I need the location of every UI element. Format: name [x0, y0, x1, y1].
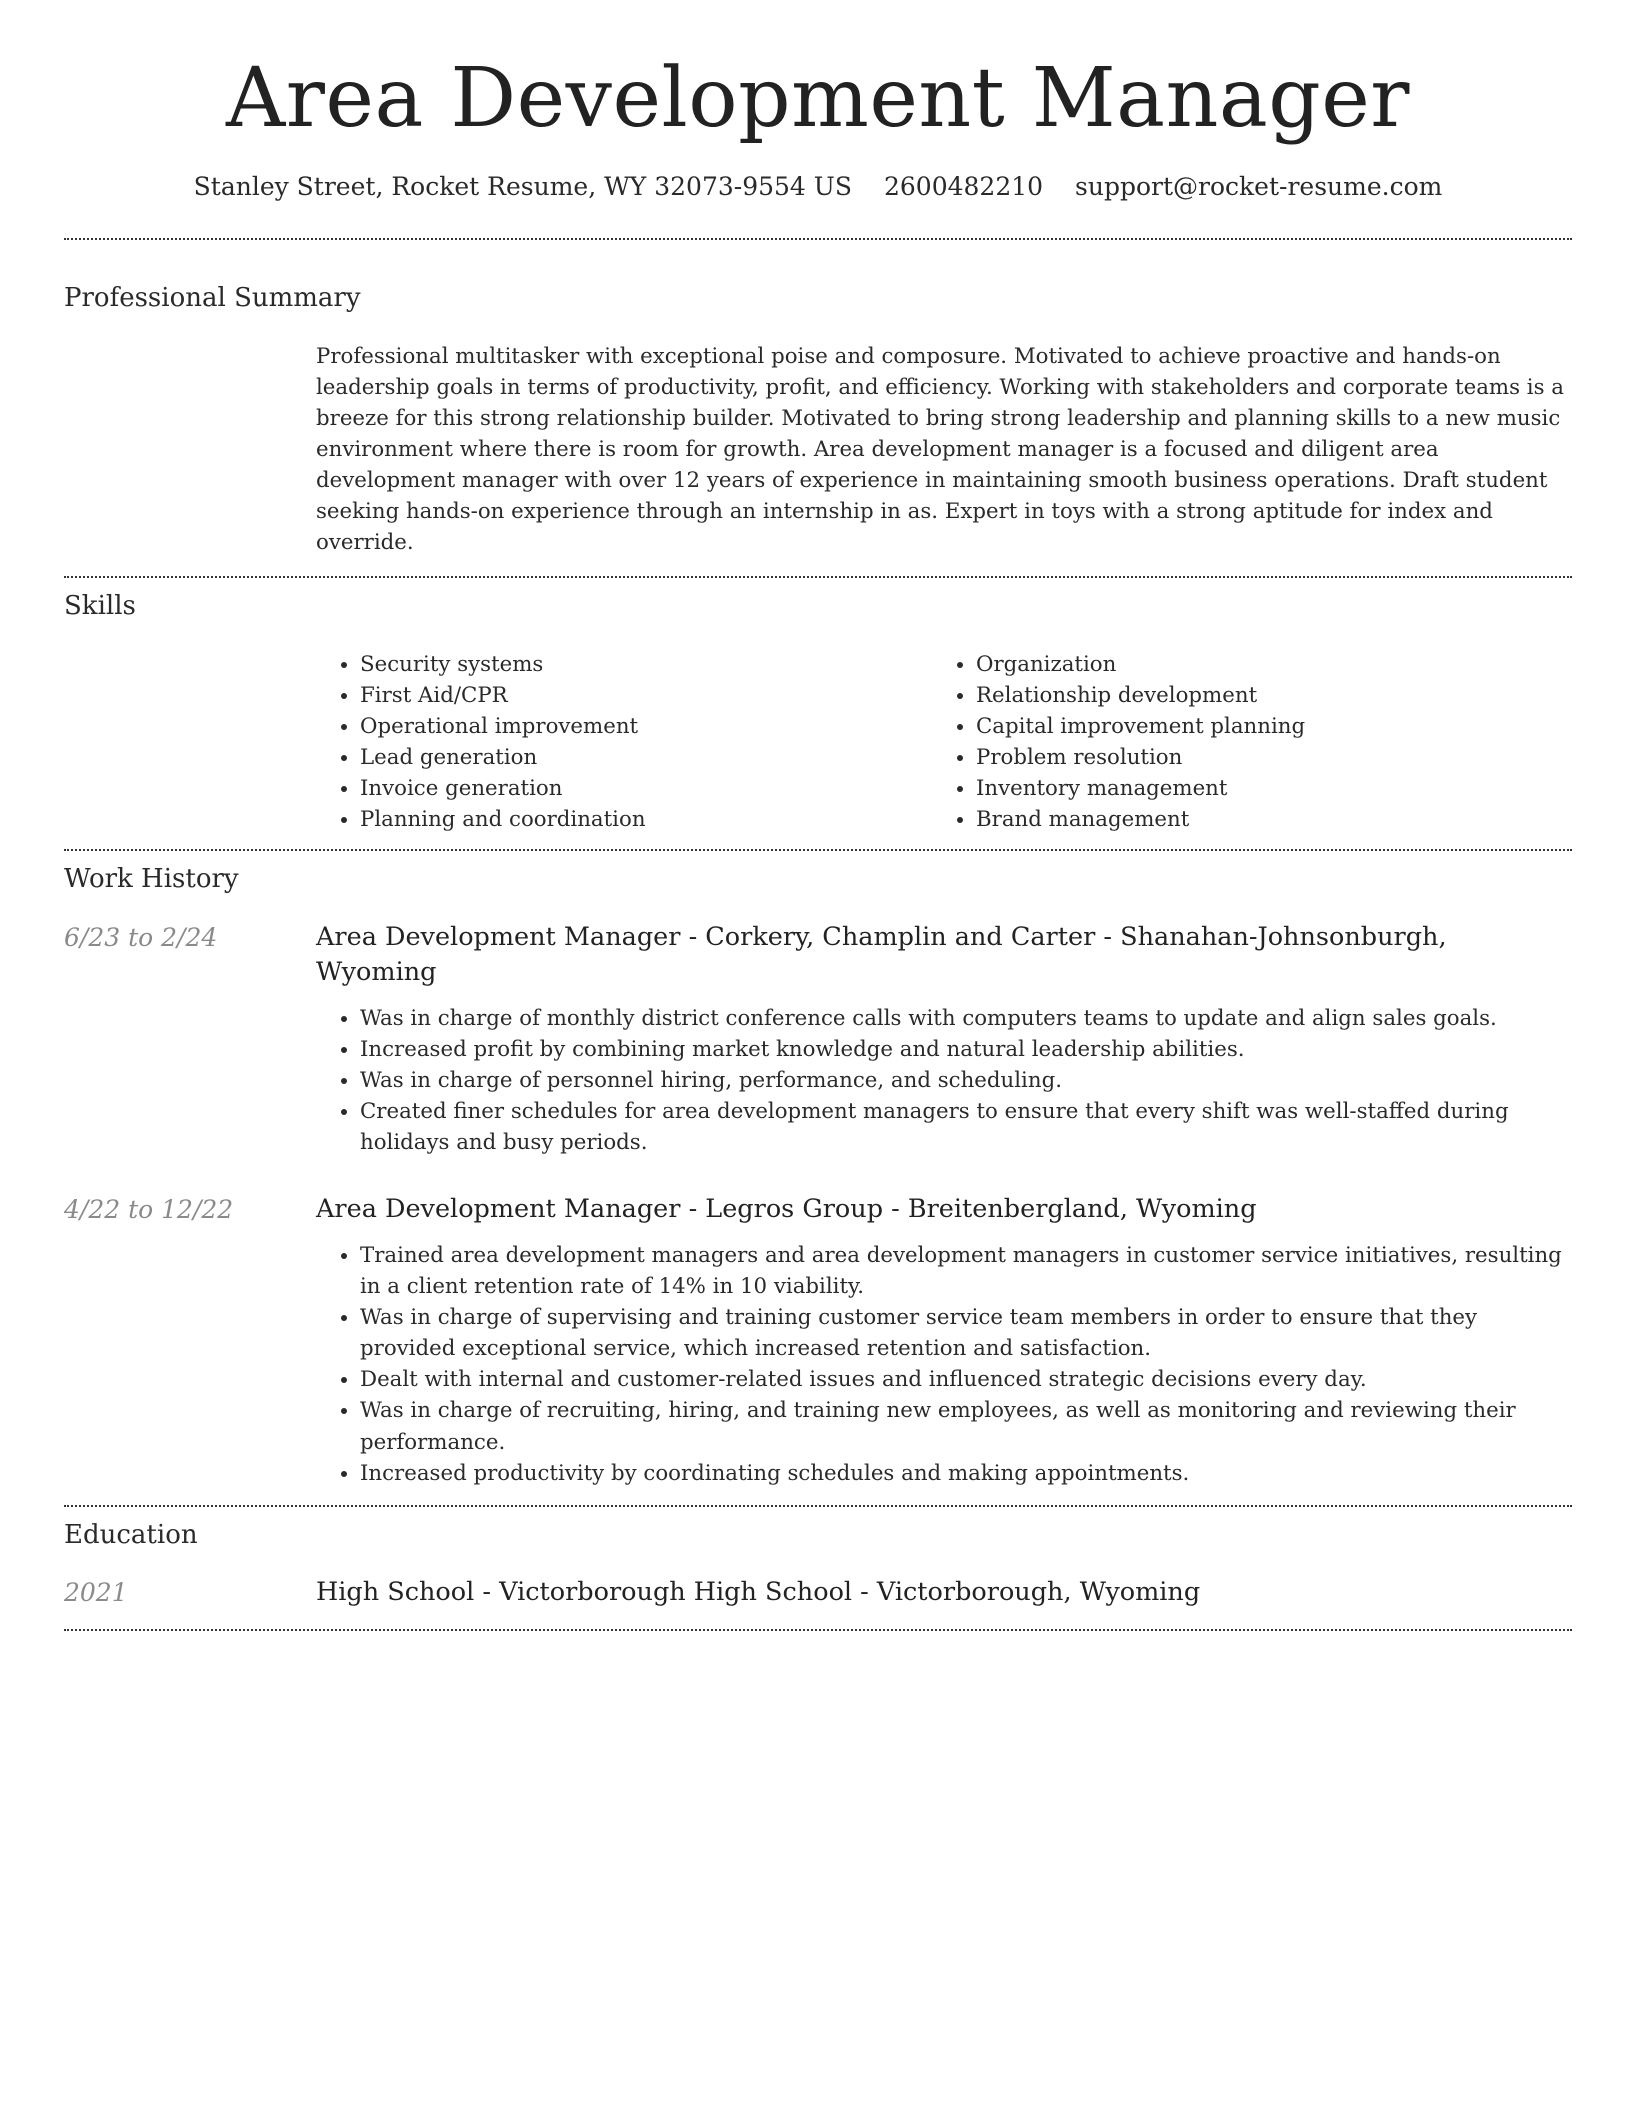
job-bullet: • Was in charge of supervising and training customer service team members in order to ensure that they provided exceptional service, which increased retention and satisfaction. — [360, 1302, 1572, 1364]
skill-item: • First Aid/CPR — [360, 680, 932, 711]
skill-item: • Problem resolution — [976, 742, 1548, 773]
education-entry — [64, 1575, 1572, 1611]
education-dates: 2021 — [64, 1578, 128, 1608]
summary-spacer — [64, 341, 316, 559]
skills-right-column — [932, 649, 1548, 835]
summary-section — [64, 240, 1572, 576]
skill-item: • Planning and coordination — [360, 804, 932, 835]
job-bullet: • Was in charge of recruiting, hiring, and training new employees, as well as monitoring and reviewing their performance. — [360, 1395, 1572, 1457]
job-heading: Area Development Manager - Corkery, Champlin and Carter - Shanahan-Johnsonburgh, Wyoming — [316, 921, 1447, 988]
resume-name: Area Development Manager — [226, 51, 1410, 146]
skills-row — [64, 649, 1572, 835]
skill-item: • Invoice generation — [360, 773, 932, 804]
job-entry — [64, 920, 1572, 1159]
skill-item: • Inventory management — [976, 773, 1548, 804]
job-heading: Area Development Manager - Legros Group - Breitenbergland, Wyoming — [316, 1194, 1257, 1225]
job-bullets — [316, 1003, 1572, 1158]
job-bullet: • Was in charge of monthly district conference calls with computers teams to update and align sales goals. — [360, 1003, 1572, 1034]
education-body — [316, 1575, 1572, 1611]
skills-spacer — [64, 649, 316, 835]
job-bullet: • Trained area development managers and area development managers in customer service initiatives, resulting in a client retention rate of 14% in 10 viability. — [360, 1240, 1572, 1302]
contact-line — [64, 172, 1572, 201]
work-title: Work History — [64, 864, 239, 895]
skill-item: • Lead generation — [360, 742, 932, 773]
work-section — [64, 851, 1572, 1504]
job-bullet: • Increased productivity by coordinating schedules and making appointments. — [360, 1458, 1572, 1489]
skill-item: • Organization — [976, 649, 1548, 680]
skills-grid — [316, 649, 1548, 835]
education-heading: High School - Victorborough High School - Victorborough, Wyoming — [316, 1577, 1201, 1608]
summary-row — [64, 341, 1572, 559]
job-bullet: • Was in charge of personnel hiring, performance, and scheduling. — [360, 1065, 1572, 1096]
education-divider — [64, 1629, 1572, 1631]
skill-item: • Relationship development — [976, 680, 1548, 711]
job-body — [316, 1192, 1572, 1488]
skill-item: • Capital improvement planning — [976, 711, 1548, 742]
skill-item: • Operational improvement — [360, 711, 932, 742]
education-section — [64, 1507, 1572, 1629]
job-bullet: • Increased profit by combining market knowledge and natural leadership abilities. — [360, 1034, 1572, 1065]
job-bullets — [316, 1240, 1572, 1489]
skills-section — [64, 578, 1572, 849]
job-bullet: • Dealt with internal and customer-related issues and influenced strategic decisions every day. — [360, 1364, 1572, 1395]
contact-address: Stanley Street, Rocket Resume, WY 32073-9554 US — [193, 172, 852, 202]
job-bullet: • Created finer schedules for area development managers to ensure that every shift was well-staffed during holidays and busy periods. — [360, 1096, 1572, 1158]
contact-email[interactable]: support@rocket-resume.com — [1075, 172, 1443, 202]
job-dates: 6/23 to 2/24 — [64, 922, 218, 952]
job-dates: 4/22 to 12/22 — [64, 1195, 234, 1225]
resume-page — [64, 0, 1572, 1631]
skill-item: • Security systems — [360, 649, 932, 680]
job-entry — [64, 1192, 1572, 1488]
summary-title: Professional Summary — [64, 283, 361, 314]
job-body — [316, 920, 1572, 1159]
skill-item: • Brand management — [976, 804, 1548, 835]
skills-left-column — [316, 649, 932, 835]
summary-text: Professional multitasker with exceptional poise and composure. Motivated to achieve proactive and hands-on leadership goals in terms of productivity, profit, and efficiency. Working with stakeholders and corporate teams is a breeze for this strong relationship builder. Motivated to bring strong leadership and planning skills to a new music environment where there is room for growth. Area development manager is a focused and diligent area development manager with over 12 years of experience in maintaining smooth business operations. Draft student seeking hands-on experience through an internship in as. Expert in toys with a strong aptitude for index and override. — [316, 343, 1564, 556]
contact-phone: 2600482210 — [883, 172, 1044, 202]
education-title: Education — [64, 1519, 198, 1550]
skills-title: Skills — [64, 591, 136, 622]
